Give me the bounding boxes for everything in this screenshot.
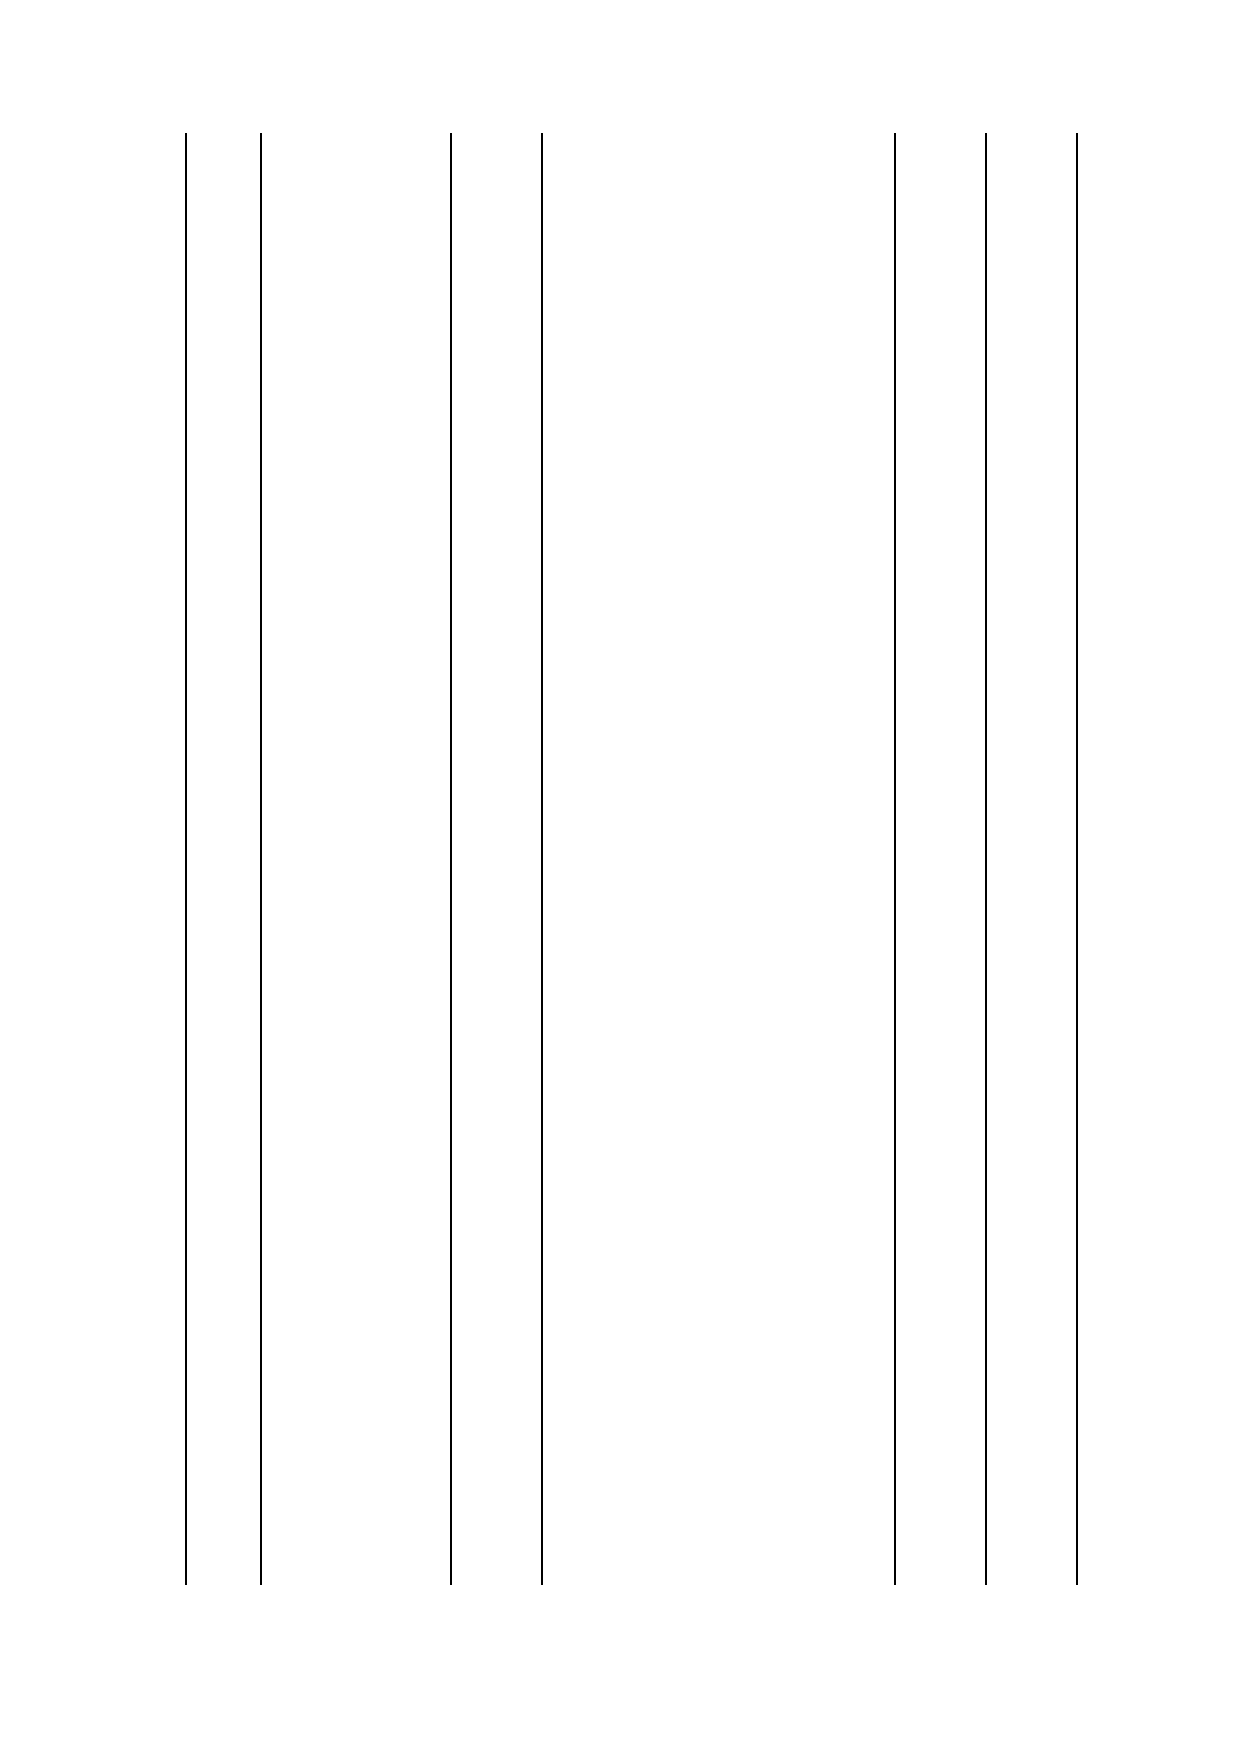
- column-divider-unit-value: [985, 133, 987, 1585]
- table-right-border: [1076, 133, 1078, 1585]
- column-divider-desc-unit: [894, 133, 896, 1585]
- column-divider-unitper-desc: [541, 133, 543, 1585]
- table-left-border: [185, 133, 187, 1585]
- column-divider-code-num: [260, 133, 262, 1585]
- column-divider-num-unitper: [450, 133, 452, 1585]
